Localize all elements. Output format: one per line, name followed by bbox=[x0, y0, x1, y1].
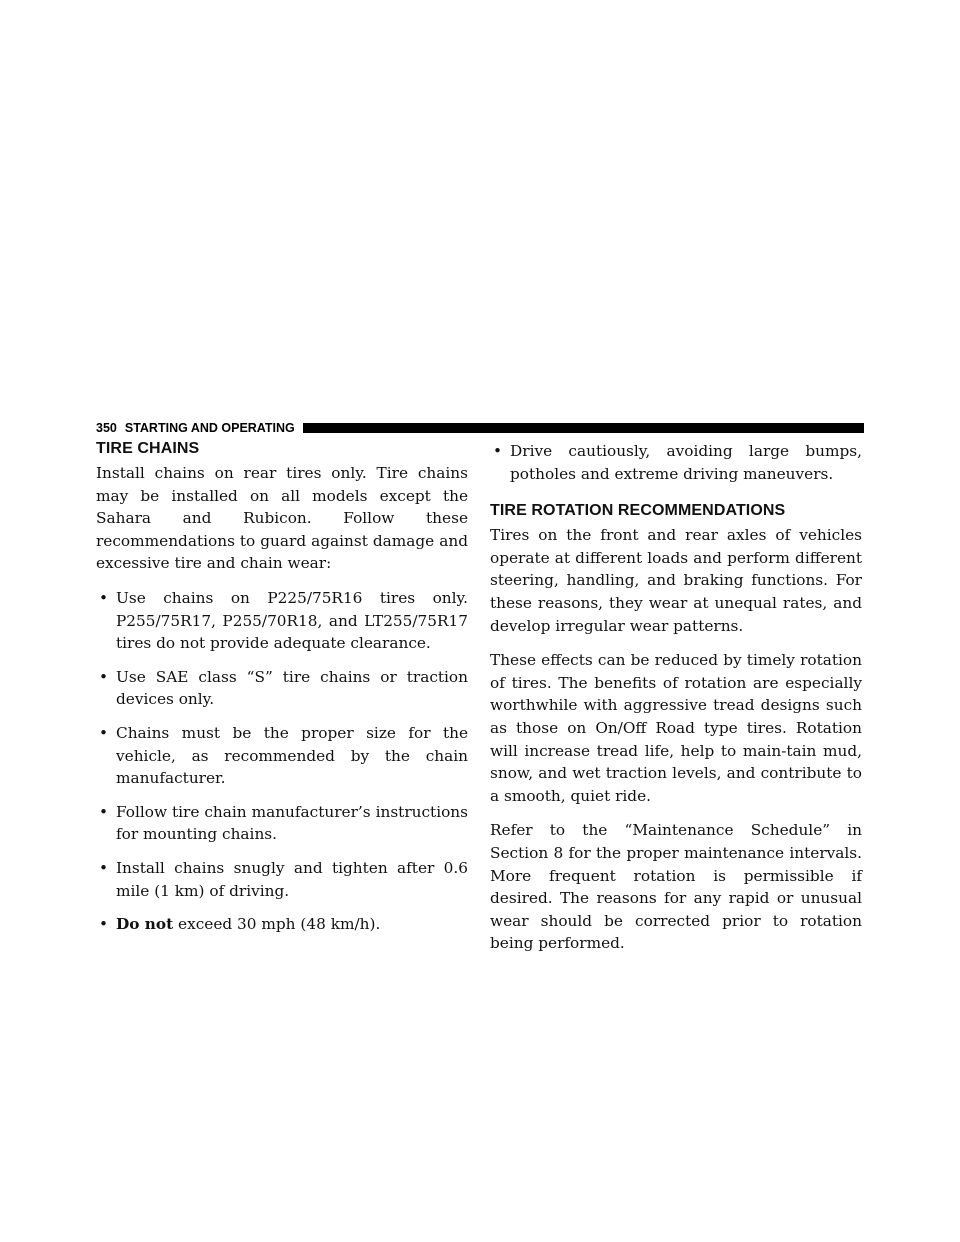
right-column bbox=[490, 440, 862, 967]
header-rule bbox=[303, 423, 864, 433]
bullet-icon: • bbox=[99, 723, 109, 742]
list-item: • Use chains on P225/75R16 tires only. P255/75R17, P255/70R18, and LT255/75R17 tires do not provide adequate clearance. bbox=[99, 588, 468, 653]
bullet-icon: • bbox=[99, 915, 109, 934]
left-column bbox=[96, 440, 468, 947]
tire-chains-heading: TIRE CHAINS bbox=[96, 440, 200, 457]
page-number: 350 bbox=[96, 421, 117, 435]
list-item: • Do not exceed 30 mph (48 km/h). bbox=[96, 913, 468, 936]
list-item: • Chains must be the proper size for the vehicle, as recommended by the chain manufacturer. bbox=[99, 723, 468, 788]
list-item: • Install chains snugly and tighten after 0.6 mile (1 km) of driving. bbox=[99, 858, 468, 900]
tire-rotation-heading: TIRE ROTATION RECOMMENDATIONS bbox=[490, 502, 786, 520]
rotation-paragraph: Tires on the front and rear axles of vehicles operate at different loads and perform different steering, handling, and braking functions. For these reasons, they wear at unequal rates, and develop irregular wear patterns. bbox=[490, 526, 862, 635]
rotation-paragraph: These effects can be reduced by timely rotation of tires. The benefits of rotation are especially worthwhile with aggressive tread designs such as those on On/Off Road type tires. Rotation will increase tread life, help to main-tain mud, snow, and wet traction levels, and contribute to a smooth, quiet ride. bbox=[490, 651, 862, 805]
list-item: • Drive cautiously, avoiding large bumps, potholes and extreme driving maneuvers. bbox=[493, 442, 862, 483]
bullet-icon: • bbox=[99, 858, 109, 877]
section-title: STARTING AND OPERATING bbox=[124, 421, 295, 435]
bullet-icon: • bbox=[99, 802, 109, 821]
bullet-icon: • bbox=[493, 442, 503, 460]
driving-list bbox=[490, 440, 862, 485]
do-not-emphasis: Do not bbox=[116, 915, 174, 934]
rotation-paragraph: Refer to the “Maintenance Schedule” in Section 8 for the proper maintenance intervals. More frequent rotation is permissible if desired. The reasons for any rapid or unusual wear should be corrected prior to rotation being performed. bbox=[490, 821, 862, 953]
list-item: • Follow tire chain manufacturer’s instructions for mounting chains. bbox=[99, 802, 468, 844]
tire-chains-list bbox=[96, 587, 468, 936]
list-item: • Use SAE class “S” tire chains or traction devices only. bbox=[99, 667, 468, 709]
page-header bbox=[96, 418, 864, 438]
bullet-icon: • bbox=[99, 667, 109, 686]
bullet-icon: • bbox=[99, 588, 109, 607]
tire-chains-intro: Install chains on rear tires only. Tire chains may be installed on all models except the Sahara and Rubicon. Follow these recommendations to guard against damage and excessive tire and chain wear: bbox=[96, 464, 468, 573]
